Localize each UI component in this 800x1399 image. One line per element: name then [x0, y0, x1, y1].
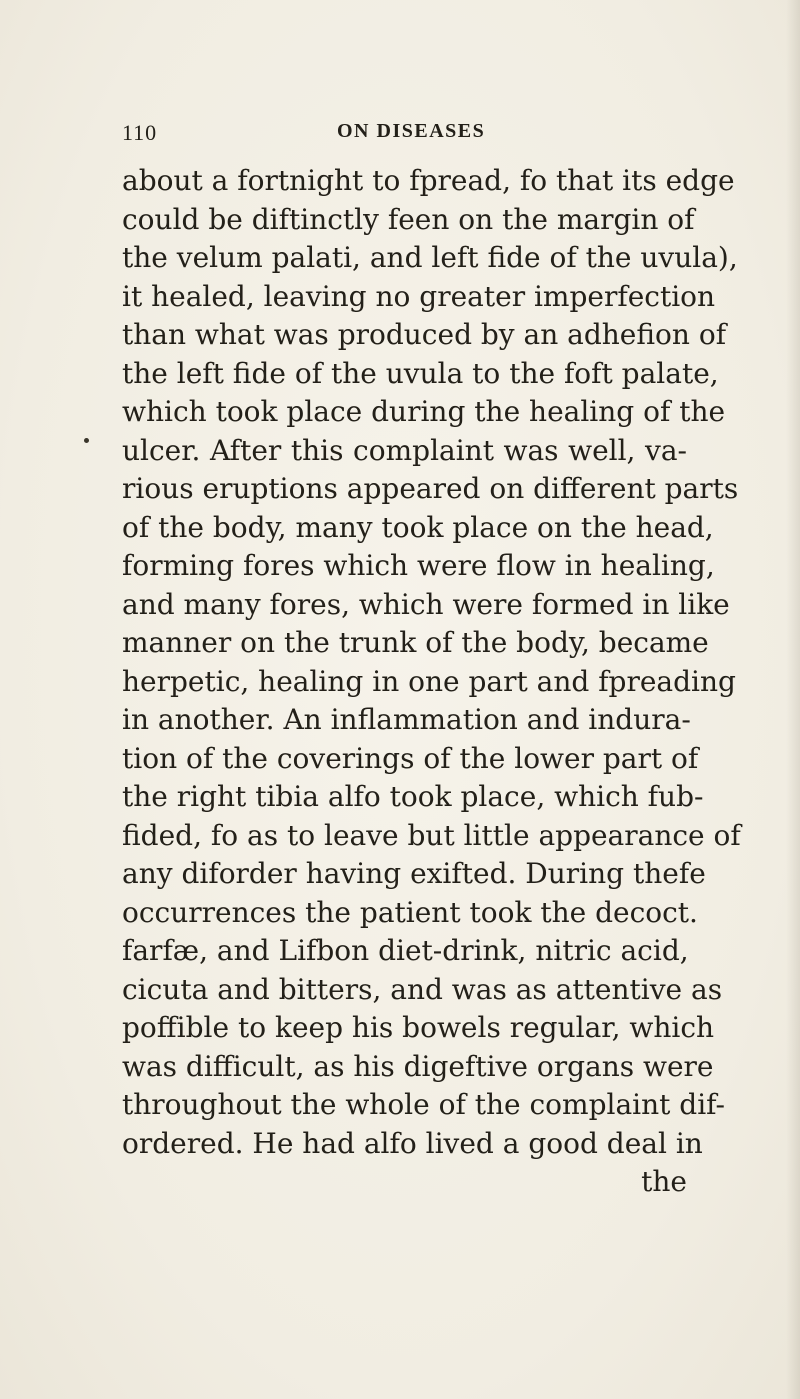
text-line: about a fortnight to fpread, fo that its edge — [122, 164, 735, 197]
page-number: 110 — [122, 120, 158, 145]
text-line: ordered. He had alfo lived a good deal in — [122, 1126, 703, 1160]
text-line: which took place during the healing of the — [122, 395, 726, 428]
text-line: could be diftinctly feen on the margin of — [122, 202, 695, 236]
text-line: any diforder having exifted. During thefe — [122, 857, 706, 890]
text-line: rious eruptions appeared on different parts — [122, 472, 739, 505]
text-line: of the body, many took place on the head, — [122, 510, 714, 544]
text-line: herpetic, healing in one part and fpreading — [122, 664, 736, 698]
text-line: tion of the coverings of the lower part of — [122, 741, 699, 775]
text-line: poffible to keep his bowels regular, which — [122, 1011, 715, 1044]
text-line: the left fide of the uvula to the foft palate, — [122, 356, 719, 390]
running-head: ON DISEASES — [337, 120, 486, 142]
page-header — [122, 120, 682, 150]
body-text — [122, 162, 741, 1202]
text-line: the velum palati, and left fide of the uvula), — [122, 241, 738, 274]
text-line: fided, fo as to leave but little appearance of — [122, 818, 741, 852]
text-line: manner on the trunk of the body, became — [122, 626, 709, 659]
text-line: was difficult, as his digeftive organs were — [122, 1049, 714, 1083]
catchword: the — [641, 1165, 687, 1198]
text-line: it healed, leaving no greater imperfection — [122, 279, 716, 313]
text-line: farfæ, and Lifbon diet-drink, nitric acid, — [122, 934, 689, 967]
text-line: in another. An inflammation and indura- — [122, 703, 691, 736]
ink-speck — [84, 438, 89, 443]
text-line: than what was produced by an adhefion of — [122, 318, 727, 351]
text-line: cicuta and bitters, and was as attentive as — [122, 972, 723, 1006]
text-line: the right tibia alfo took place, which fub- — [122, 780, 704, 813]
text-line: throughout the whole of the complaint dif- — [122, 1088, 725, 1121]
text-line: occurrences the patient took the decoct. — [122, 895, 698, 929]
text-line: forming fores which were flow in healing, — [122, 549, 715, 582]
text-line: and many fores, which were formed in like — [122, 587, 730, 621]
text-line: ulcer. After this complaint was well, va- — [122, 433, 687, 467]
page-edge-shadow — [786, 0, 800, 1399]
